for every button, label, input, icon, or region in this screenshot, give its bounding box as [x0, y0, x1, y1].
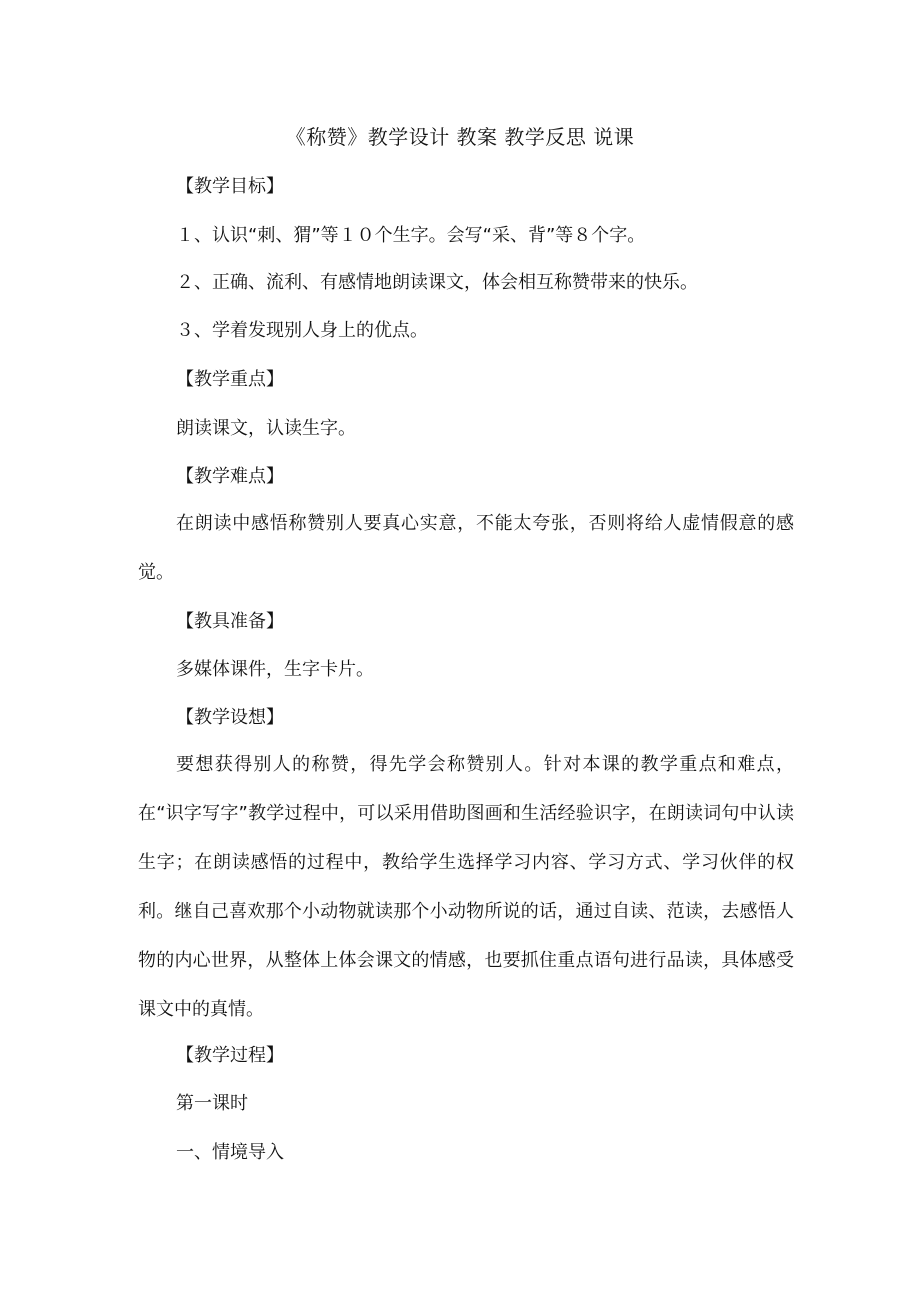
- page-title: 《称赞》教学设计 教案 教学反思 说课: [285, 125, 635, 149]
- objective-item-2: ２、正确、流利、有感情地朗读课文，体会相互称赞带来的快乐。: [176, 272, 698, 293]
- difficulties-heading: 【教学难点】: [176, 466, 284, 487]
- difficulties-paragraph: 在朗读中感悟称赞别人要真心实意，不能太夸张，否则将给人虚情假意的感觉。: [138, 513, 794, 583]
- lesson-label: 第一课时: [176, 1093, 248, 1114]
- process-heading: 【教学过程】: [176, 1045, 284, 1066]
- materials-text: 多媒体课件，生字卡片。: [176, 659, 374, 680]
- objective-item-3: ３、学着发现别人身上的优点。: [176, 320, 428, 341]
- concept-heading: 【教学设想】: [176, 707, 284, 728]
- step-one-heading: 一、情境导入: [176, 1142, 284, 1163]
- objectives-heading: 【教学目标】: [176, 176, 284, 197]
- objective-item-1: １、认识“刺、猬”等１０个生字。会写“采、背”等８个字。: [176, 225, 646, 246]
- materials-heading: 【教具准备】: [176, 611, 284, 632]
- key-points-text: 朗读课文，认读生字。: [176, 418, 356, 439]
- concept-paragraph: 要想获得别人的称赞，得先学会称赞别人。针对本课的教学重点和难点，在“识字写字”教学过程中，可以采用借助图画和生活经验识字，在朗读词句中认读生字；在朗读感悟的过程中，教给学生选择学习内容、学习方式、学习伙伴的权利。继自己喜欢那个小动物就读那个小动物所说的话，通过自读、范读，去感悟人物的内心世界，从整体上体会课文的情感，也要抓住重点语句进行品读，具体感受课文中的真情。: [138, 754, 794, 1020]
- key-points-heading: 【教学重点】: [176, 369, 284, 390]
